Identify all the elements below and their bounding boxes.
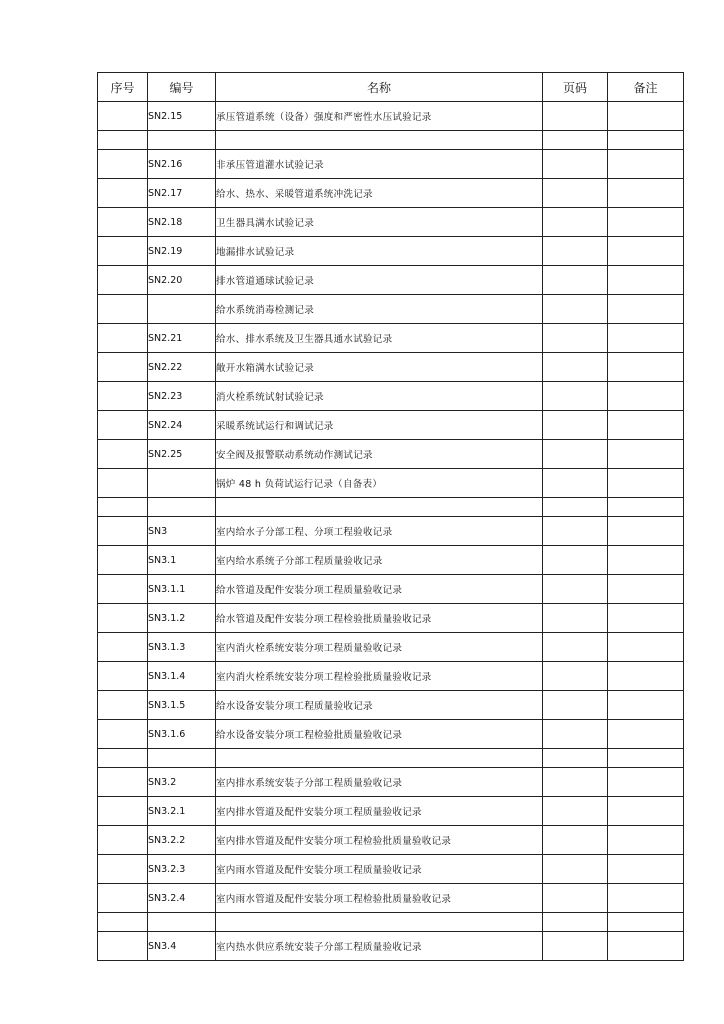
header-seq: 序号 [98, 73, 148, 102]
code-cell: SN3.2 [148, 768, 216, 797]
seq-cell [98, 932, 148, 961]
blank-row [98, 749, 684, 768]
code-cell [148, 749, 216, 768]
page-cell [543, 498, 608, 517]
table-body [98, 102, 684, 961]
name-cell: 室内热水供应系统安装子分部工程质量验收记录 [216, 932, 543, 961]
page-cell [543, 440, 608, 469]
seq-cell [98, 826, 148, 855]
table-row [98, 469, 684, 498]
code-cell: SN3.1 [148, 546, 216, 575]
table-row [98, 517, 684, 546]
note-cell [608, 633, 684, 662]
seq-cell [98, 411, 148, 440]
page-cell [543, 604, 608, 633]
note-cell [608, 150, 684, 179]
code-cell: SN3.1.3 [148, 633, 216, 662]
seq-cell [98, 768, 148, 797]
seq-cell [98, 131, 148, 150]
table-row [98, 662, 684, 691]
page-cell [543, 208, 608, 237]
seq-cell [98, 179, 148, 208]
table-row [98, 266, 684, 295]
note-cell [608, 208, 684, 237]
name-cell [216, 131, 543, 150]
name-cell: 给水设备安装分项工程检验批质量验收记录 [216, 720, 543, 749]
note-cell [608, 662, 684, 691]
seq-cell [98, 517, 148, 546]
page-cell [543, 768, 608, 797]
code-cell: SN2.18 [148, 208, 216, 237]
code-cell: SN2.20 [148, 266, 216, 295]
code-cell: SN2.16 [148, 150, 216, 179]
header-note: 备注 [608, 73, 684, 102]
seq-cell [98, 662, 148, 691]
note-cell [608, 604, 684, 633]
seq-cell [98, 749, 148, 768]
note-cell [608, 517, 684, 546]
name-cell: 锅炉 48 h 负荷试运行记录（自备表） [216, 469, 543, 498]
note-cell [608, 102, 684, 131]
page-cell [543, 237, 608, 266]
code-cell: SN3.1.6 [148, 720, 216, 749]
code-cell [148, 913, 216, 932]
name-cell [216, 913, 543, 932]
code-cell [148, 498, 216, 517]
header-name: 名称 [216, 73, 543, 102]
note-cell [608, 498, 684, 517]
name-cell [216, 749, 543, 768]
code-cell: SN2.17 [148, 179, 216, 208]
table-row [98, 546, 684, 575]
name-cell: 给水、排水系统及卫生器具通水试验记录 [216, 324, 543, 353]
page-cell [543, 913, 608, 932]
code-cell: SN2.15 [148, 102, 216, 131]
note-cell [608, 440, 684, 469]
name-cell: 室内给水系统子分部工程质量验收记录 [216, 546, 543, 575]
code-cell: SN2.25 [148, 440, 216, 469]
table-row [98, 382, 684, 411]
name-cell: 室内消火栓系统安装分项工程质量验收记录 [216, 633, 543, 662]
name-cell: 室内给水子分部工程、分项工程验收记录 [216, 517, 543, 546]
table-row [98, 691, 684, 720]
seq-cell [98, 575, 148, 604]
note-cell [608, 324, 684, 353]
note-cell [608, 131, 684, 150]
seq-cell [98, 797, 148, 826]
table-row [98, 102, 684, 131]
table-row [98, 797, 684, 826]
code-cell: SN3 [148, 517, 216, 546]
name-cell: 给水、热水、采暖管道系统冲洗记录 [216, 179, 543, 208]
table-row [98, 324, 684, 353]
note-cell [608, 884, 684, 913]
name-cell: 敞开水箱满水试验记录 [216, 353, 543, 382]
code-cell: SN3.2.4 [148, 884, 216, 913]
code-cell: SN3.1.1 [148, 575, 216, 604]
seq-cell [98, 913, 148, 932]
note-cell [608, 932, 684, 961]
page-cell [543, 295, 608, 324]
page-cell [543, 353, 608, 382]
name-cell: 室内消火栓系统安装分项工程检验批质量验收记录 [216, 662, 543, 691]
page-cell [543, 517, 608, 546]
table-row [98, 826, 684, 855]
name-cell: 室内雨水管道及配件安装分项工程质量验收记录 [216, 855, 543, 884]
seq-cell [98, 604, 148, 633]
code-cell: SN2.22 [148, 353, 216, 382]
table-row [98, 633, 684, 662]
table-row [98, 440, 684, 469]
table-row [98, 575, 684, 604]
table-row [98, 884, 684, 913]
note-cell [608, 691, 684, 720]
seq-cell [98, 440, 148, 469]
name-cell: 给水设备安装分项工程质量验收记录 [216, 691, 543, 720]
code-cell: SN3.2.1 [148, 797, 216, 826]
table-row [98, 855, 684, 884]
page-cell [543, 179, 608, 208]
code-cell: SN3.2.2 [148, 826, 216, 855]
note-cell [608, 720, 684, 749]
page-cell [543, 662, 608, 691]
code-cell: SN3.4 [148, 932, 216, 961]
table-row [98, 150, 684, 179]
table-row [98, 179, 684, 208]
seq-cell [98, 150, 148, 179]
seq-cell [98, 237, 148, 266]
page-cell [543, 546, 608, 575]
table-row [98, 604, 684, 633]
code-cell: SN3.1.2 [148, 604, 216, 633]
code-cell: SN2.23 [148, 382, 216, 411]
name-cell: 卫生器具满水试验记录 [216, 208, 543, 237]
seq-cell [98, 382, 148, 411]
seq-cell [98, 266, 148, 295]
note-cell [608, 797, 684, 826]
name-cell: 室内排水管道及配件安装分项工程检验批质量验收记录 [216, 826, 543, 855]
table-row [98, 768, 684, 797]
note-cell [608, 826, 684, 855]
name-cell: 消火栓系统试射试验记录 [216, 382, 543, 411]
seq-cell [98, 102, 148, 131]
name-cell: 排水管道通球试验记录 [216, 266, 543, 295]
seq-cell [98, 546, 148, 575]
name-cell: 给水管道及配件安装分项工程质量验收记录 [216, 575, 543, 604]
page-cell [543, 884, 608, 913]
name-cell: 采暖系统试运行和调试记录 [216, 411, 543, 440]
page-cell [543, 749, 608, 768]
note-cell [608, 749, 684, 768]
blank-row [98, 913, 684, 932]
table-row [98, 295, 684, 324]
seq-cell [98, 884, 148, 913]
seq-cell [98, 498, 148, 517]
page-cell [543, 826, 608, 855]
code-cell [148, 131, 216, 150]
seq-cell [98, 691, 148, 720]
note-cell [608, 411, 684, 440]
name-cell: 室内排水系统安装子分部工程质量验收记录 [216, 768, 543, 797]
page-cell [543, 633, 608, 662]
note-cell [608, 469, 684, 498]
header-row [98, 73, 684, 102]
page-cell [543, 411, 608, 440]
page-cell [543, 575, 608, 604]
name-cell [216, 498, 543, 517]
table-row [98, 411, 684, 440]
code-cell [148, 469, 216, 498]
page-cell [543, 932, 608, 961]
header-page: 页码 [543, 73, 608, 102]
page-cell [543, 691, 608, 720]
name-cell: 安全阀及报警联动系统动作测试记录 [216, 440, 543, 469]
note-cell [608, 237, 684, 266]
page-cell [543, 720, 608, 749]
seq-cell [98, 208, 148, 237]
seq-cell [98, 720, 148, 749]
note-cell [608, 179, 684, 208]
seq-cell [98, 855, 148, 884]
name-cell: 承压管道系统（设备）强度和严密性水压试验记录 [216, 102, 543, 131]
name-cell: 非承压管道灌水试验记录 [216, 150, 543, 179]
seq-cell [98, 353, 148, 382]
code-cell: SN3.1.5 [148, 691, 216, 720]
note-cell [608, 353, 684, 382]
page-cell [543, 797, 608, 826]
table-row [98, 720, 684, 749]
name-cell: 地漏排水试验记录 [216, 237, 543, 266]
note-cell [608, 855, 684, 884]
page-cell [543, 102, 608, 131]
seq-cell [98, 324, 148, 353]
code-cell [148, 295, 216, 324]
page-cell [543, 324, 608, 353]
header-code: 编号 [148, 73, 216, 102]
page-cell [543, 382, 608, 411]
code-cell: SN3.1.4 [148, 662, 216, 691]
blank-row [98, 498, 684, 517]
table-row [98, 353, 684, 382]
code-cell: SN2.19 [148, 237, 216, 266]
note-cell [608, 768, 684, 797]
name-cell: 室内排水管道及配件安装分项工程质量验收记录 [216, 797, 543, 826]
page-cell [543, 131, 608, 150]
note-cell [608, 382, 684, 411]
name-cell: 给水系统消毒检测记录 [216, 295, 543, 324]
table-row [98, 932, 684, 961]
code-cell: SN2.24 [148, 411, 216, 440]
note-cell [608, 266, 684, 295]
code-cell: SN3.2.3 [148, 855, 216, 884]
seq-cell [98, 295, 148, 324]
code-cell: SN2.21 [148, 324, 216, 353]
note-cell [608, 913, 684, 932]
table-row [98, 208, 684, 237]
table-row [98, 237, 684, 266]
name-cell: 给水管道及配件安装分项工程检验批质量验收记录 [216, 604, 543, 633]
page-cell [543, 266, 608, 295]
page-cell [543, 855, 608, 884]
note-cell [608, 295, 684, 324]
name-cell: 室内雨水管道及配件安装分项工程检验批质量验收记录 [216, 884, 543, 913]
note-cell [608, 546, 684, 575]
page-cell [543, 469, 608, 498]
blank-row [98, 131, 684, 150]
index-table [97, 72, 684, 961]
page-cell [543, 150, 608, 179]
seq-cell [98, 633, 148, 662]
seq-cell [98, 469, 148, 498]
note-cell [608, 575, 684, 604]
